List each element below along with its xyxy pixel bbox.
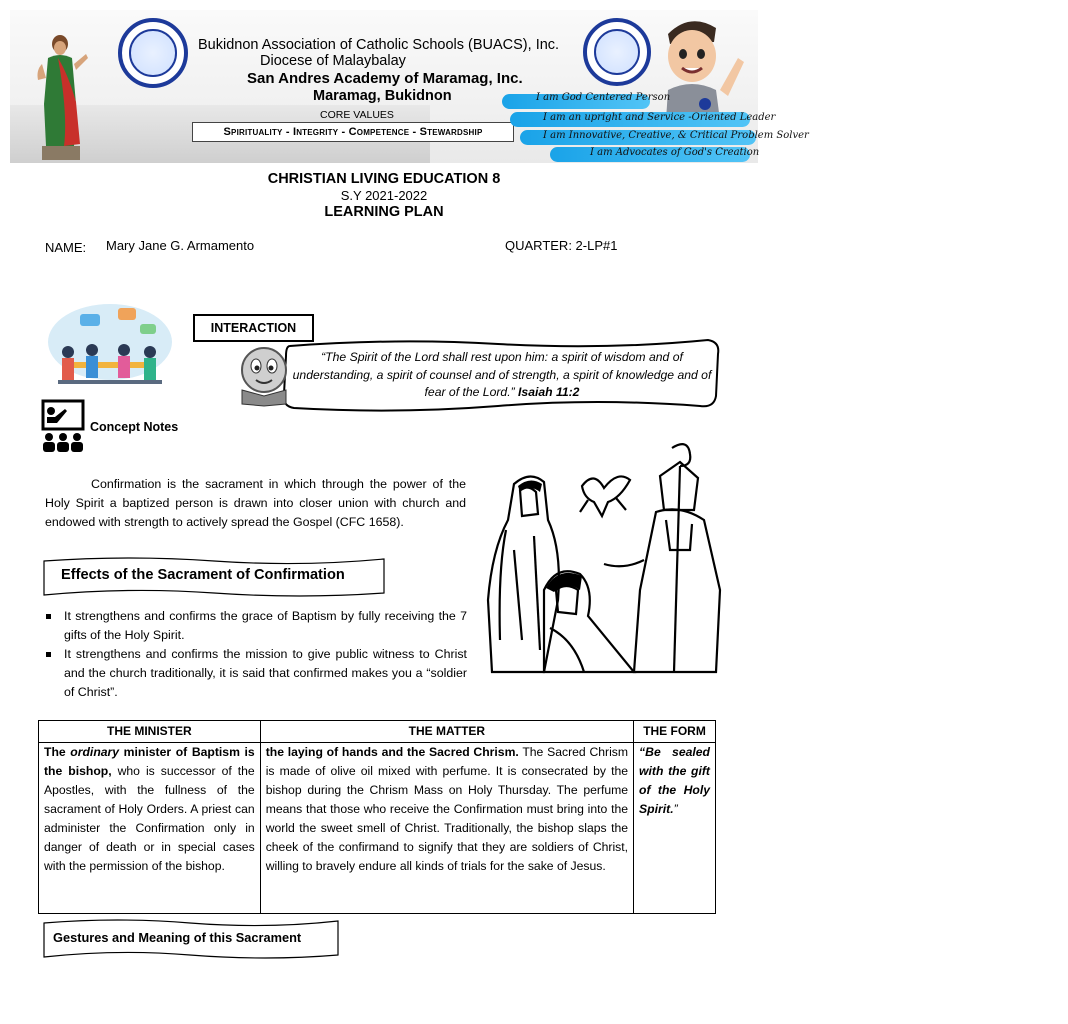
interaction-quote bbox=[288, 349, 716, 402]
core-statement-3: I am Innovative, Creative, & Critical Problem Solver bbox=[543, 130, 809, 141]
plan-title: LEARNING PLAN bbox=[324, 204, 444, 220]
form-cell bbox=[634, 743, 716, 914]
header-form: THE FORM bbox=[634, 721, 716, 743]
effect-item: It strengthens and confirms the grace of Baptism by fully receiving the 7 gifts of the Holy Spirit. bbox=[44, 607, 467, 645]
saint-statue-image bbox=[28, 34, 90, 163]
teacher-presentation-icon bbox=[41, 399, 85, 453]
quote-text: “The Spirit of the Lord shall rest upon him: a spirit of wisdom and of understanding, a spirit of counsel and of strength, a spirit of knowledge and of fear of the Lord.” bbox=[292, 350, 712, 399]
form-close-quote: ” bbox=[673, 802, 678, 816]
org-line2: Diocese of Malaybalay bbox=[260, 53, 406, 69]
effects-heading: Effects of the Sacrament of Confirmation bbox=[61, 567, 345, 583]
minister-rest: who is successor of the Apostles, with the fullness of the sacrament of Holy Orders. A priest can administer the Confirmation only in danger of death or in special cases with the permission of the bishop. bbox=[44, 764, 255, 873]
core-values-box bbox=[192, 122, 514, 142]
org-line1: Bukidnon Association of Catholic Schools (BUACS), Inc. bbox=[198, 37, 560, 53]
interaction-label: INTERACTION bbox=[210, 321, 297, 335]
sacrament-table bbox=[38, 720, 716, 914]
name-label: NAME: bbox=[45, 240, 87, 255]
effects-list bbox=[44, 607, 467, 702]
gestures-heading: Gestures and Meaning of this Sacrament bbox=[53, 930, 302, 945]
concept-paragraph: Confirmation is the sacrament in which through the power of the Holy Spirit a baptized person is drawn into closer union with church and endowed with strength to actively spread the Gospel (CFC 1658). bbox=[45, 477, 466, 529]
name-value: Mary Jane G. Armamento bbox=[106, 238, 255, 253]
quote-reference: Isaiah 11:2 bbox=[518, 385, 580, 399]
matter-rest: The Sacred Chrism is made of olive oil mixed with perfume. It is consecrated by the bishop during the Chrism Mass on Holy Thursday. The perfume means that those who receive the Confirmation must bring into the world the sweet smell of Christ. Traditionally, the bishop slaps the cheek of the confirmand to signify that they are soldiers of Christ, willing to bravely endure all kinds of trials for the sake of Jesus. bbox=[265, 745, 629, 873]
header-minister: THE MINISTER bbox=[39, 721, 261, 743]
core-values-label: CORE VALUES bbox=[320, 109, 394, 121]
minister-bold: minister of Baptism is the bishop, bbox=[44, 745, 255, 778]
group-discussion-image bbox=[44, 300, 176, 398]
core-statement-4: I am Advocates of God's Creation bbox=[590, 147, 760, 158]
form-open-quote: “ bbox=[639, 745, 646, 759]
core-statement-2: I am an upright and Service -Oriented Leader bbox=[543, 112, 776, 123]
header-banner bbox=[10, 10, 809, 163]
form-text: Be sealed with the gift of the Holy Spirit. bbox=[639, 745, 710, 816]
concept-notes-label: Concept Notes bbox=[90, 420, 179, 434]
school-year: S.Y 2021-2022 bbox=[340, 188, 428, 203]
confirmation-illustration bbox=[484, 440, 726, 676]
core-values-text: Spirituality - Integrity - Competence - Stewardship bbox=[223, 126, 483, 138]
core-statement-1: I am God Centered Person bbox=[536, 92, 671, 103]
table-row bbox=[39, 743, 716, 914]
effect-item: It strengthens and confirms the mission to give public witness to Christ and the church traditionally, it is said that confirmed makes you a “soldier of Christ”. bbox=[44, 645, 467, 702]
quarter-label: QUARTER: 2-LP#1 bbox=[505, 238, 618, 253]
buacs-seal-logo bbox=[118, 18, 188, 88]
subject-title: CHRISTIAN LIVING EDUCATION 8 bbox=[267, 171, 501, 187]
minister-pre: The bbox=[44, 745, 71, 759]
table-header-row bbox=[39, 721, 716, 743]
school-location: Maramag, Bukidnon bbox=[313, 88, 452, 104]
minister-ordinary: ordinary bbox=[70, 745, 120, 759]
school-name: San Andres Academy of Maramag, Inc. bbox=[247, 70, 523, 87]
header-matter: THE MATTER bbox=[260, 721, 633, 743]
matter-cell bbox=[260, 743, 633, 914]
reading-emoji-icon bbox=[236, 346, 292, 406]
minister-cell bbox=[39, 743, 261, 914]
matter-bold: the laying of hands and the Sacred Chrism. bbox=[265, 745, 519, 759]
